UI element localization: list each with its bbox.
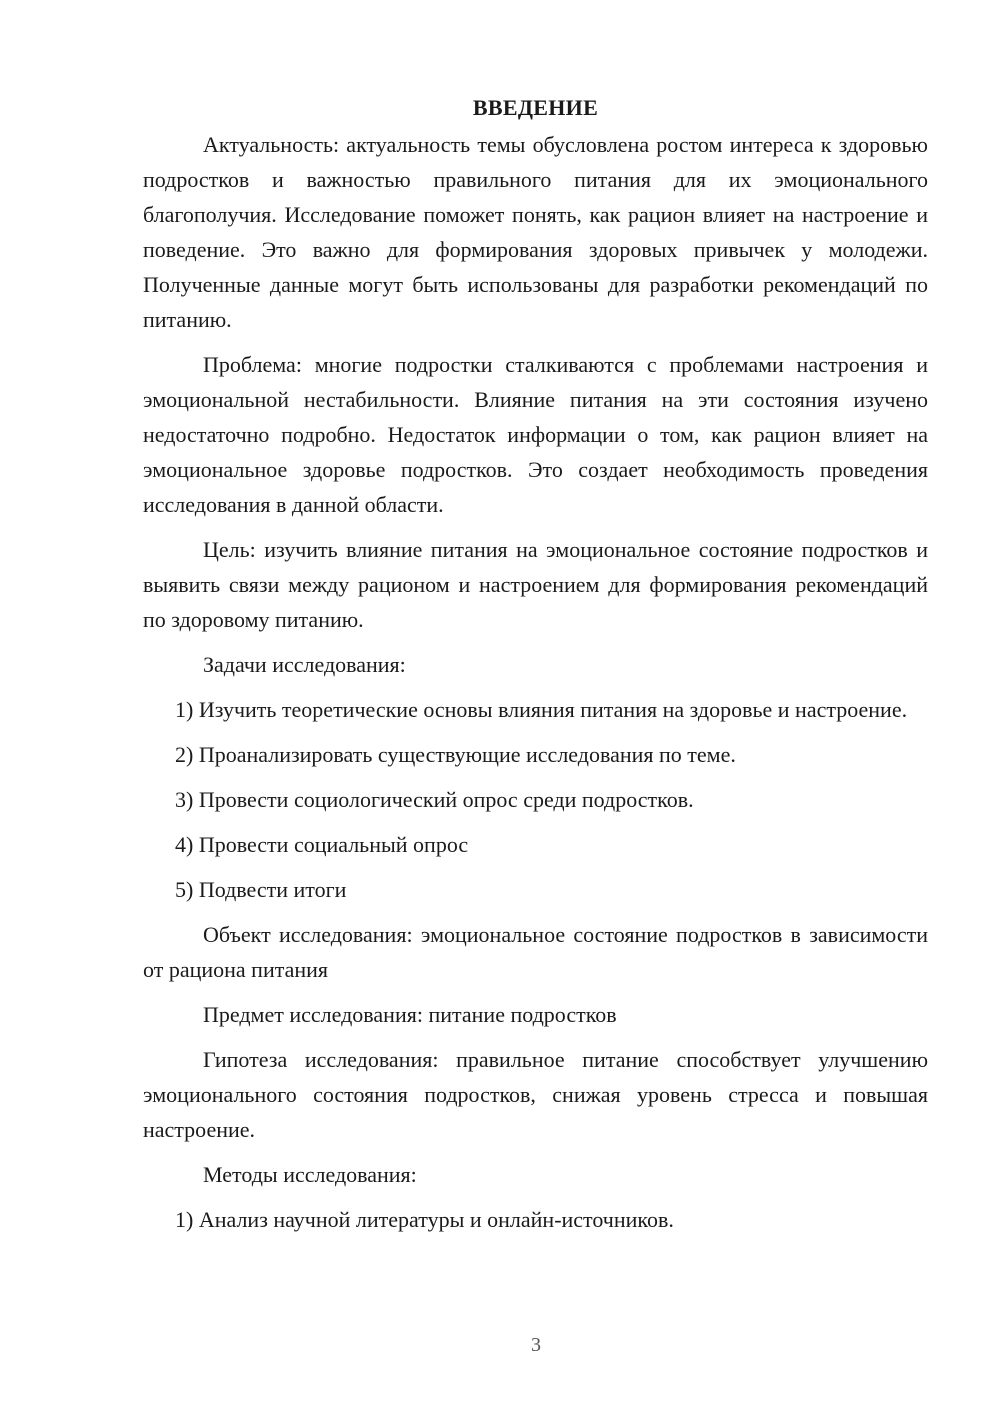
task-item-5: 5) Подвести итоги <box>175 877 347 902</box>
task-item-1: 1) Изучить теоретические основы влияния питания на здоровье и настроение. <box>175 697 908 722</box>
paragraph-goal: Цель: изучить влияние питания на эмоциональное состояние подростков и выявить связи между рационом и настроением для формирования рекомендаций по здоровому питанию. <box>143 537 928 632</box>
paragraph-relevance: Актуальность: актуальность темы обусловлена ростом интереса к здоровью подростков и важностью правильного питания для их эмоционального благополучия. Исследование поможет понять, как рацион влияет на настроение и поведение. Это важно для формирования здоровых привычек у молодежи. Полученные данные могут быть использованы для разработки рекомендаций по питанию. <box>143 132 928 332</box>
method-item-1: 1) Анализ научной литературы и онлайн-источников. <box>175 1207 674 1232</box>
task-item-4: 4) Провести социальный опрос <box>175 832 469 857</box>
section-heading: ВВЕДЕНИЕ <box>472 95 599 120</box>
paragraph-hypothesis: Гипотеза исследования: правильное питание способствует улучшению эмоционального состояния подростков, снижая уровень стресса и повышая настроение. <box>143 1047 928 1142</box>
paragraph-object: Объект исследования: эмоциональное состояние подростков в зависимости от рациона питания <box>143 922 928 982</box>
task-item-2: 2) Проанализировать существующие исследования по теме. <box>175 742 736 767</box>
page-number: 3 <box>531 1334 541 1356</box>
task-item-3: 3) Провести социологический опрос среди подростков. <box>175 787 694 812</box>
document-page <box>143 90 928 1247</box>
paragraph-subject: Предмет исследования: питание подростков <box>203 1002 617 1027</box>
tasks-title: Задачи исследования: <box>203 652 406 677</box>
paragraph-problem: Проблема: многие подростки сталкиваются с проблемами настроения и эмоциональной нестабильности. Влияние питания на эти состояния изучено недостаточно подробно. Недостаток информации о том, как рацион влияет на эмоциональное здоровье подростков. Это создает необходимость проведения исследования в данной области. <box>143 352 928 517</box>
methods-title: Методы исследования: <box>203 1162 417 1187</box>
